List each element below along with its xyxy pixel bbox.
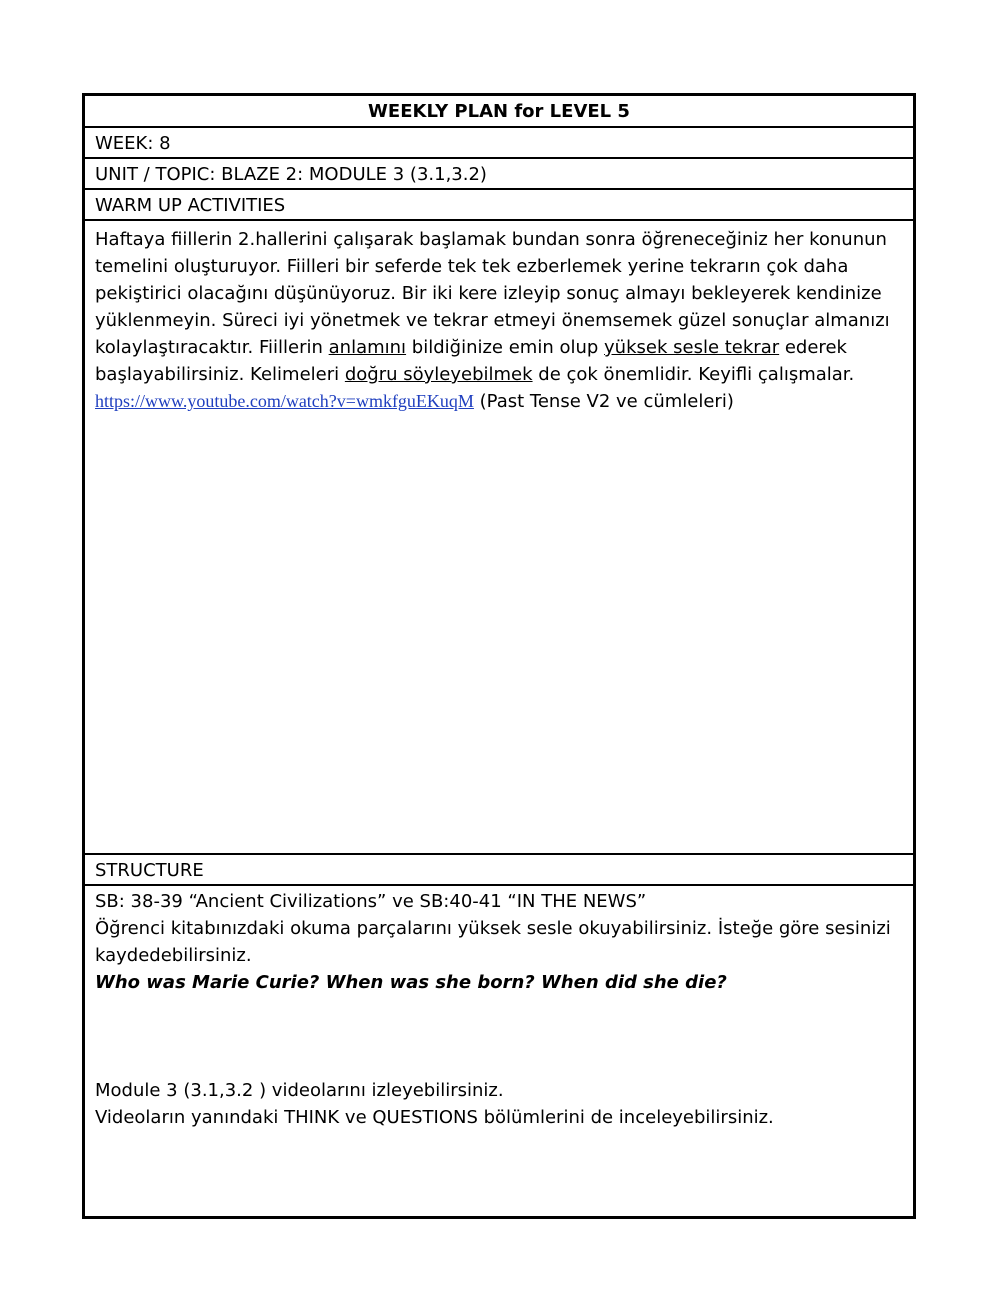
structure-heading: STRUCTURE	[85, 855, 913, 886]
warm-up-text-4: de çok önemlidir. Keyifli çalışmalar.	[532, 364, 855, 385]
warm-up-heading: WARM UP ACTIVITIES	[85, 190, 913, 221]
warm-up-text-3: ederek başlayabilirsiniz. Kelimeleri	[95, 337, 847, 385]
youtube-link[interactable]: https://www.youtube.com/watch?v=wmkfguEKuqM	[95, 391, 474, 411]
structure-line-4: Videoların yanındaki THINK ve QUESTIONS bölümlerini de inceleyebilirsiniz.	[95, 1107, 774, 1128]
warm-up-paragraph	[95, 226, 903, 388]
warm-up-underline-1: anlamını	[328, 337, 407, 358]
blank-space	[95, 996, 903, 1077]
structure-line-1: SB: 38-39 “Ancient Civilizations” ve SB:40-41 “IN THE NEWS”	[95, 891, 647, 912]
link-note: (Past Tense V2 ve cümleleri)	[473, 391, 734, 412]
weekly-plan-table	[82, 93, 916, 1219]
video-link-line	[95, 388, 903, 415]
warm-up-body	[85, 221, 913, 855]
structure-line-2: Öğrenci kitabınızdaki okuma parçalarını yüksek sesle okuyabilirsiniz. İsteğe göre sesinizi kaydedebilirsiniz.	[95, 918, 891, 966]
plan-title: WEEKLY PLAN for LEVEL 5	[85, 96, 913, 128]
warm-up-underline-3: doğru söyleyebilmek	[344, 364, 533, 385]
warm-up-text-1: Haftaya fiillerin 2.hallerini çalışarak başlamak bundan sonra öğreneceğiniz her konunun temelini oluşturuyor. Fiilleri bir seferde tek tek ezberlemek yerine tekrarın çok daha pekiştirici olacağını düşünüyoruz. Bir iki kere izleyip sonuç almayı bekleyerek kendinize yüklenmeyin. Süreci iyi yönetmek ve tekrar etmeyi önemsemek güzel sonuçlar almanızı kolaylaştıracaktır. Fiillerin	[95, 229, 890, 358]
marie-curie-question: Who was Marie Curie? When was she born? When did she die?	[95, 972, 727, 993]
unit-topic-row: UNIT / TOPIC: BLAZE 2: MODULE 3 (3.1,3.2)	[85, 159, 913, 190]
structure-body	[85, 886, 913, 1216]
structure-line-3: Module 3 (3.1,3.2 ) videolarını izleyebilirsiniz.	[95, 1080, 504, 1101]
warm-up-underline-2: yüksek sesle tekrar	[604, 337, 780, 358]
warm-up-text-2: bildiğinize emin olup	[406, 337, 605, 358]
week-row: WEEK: 8	[85, 128, 913, 159]
